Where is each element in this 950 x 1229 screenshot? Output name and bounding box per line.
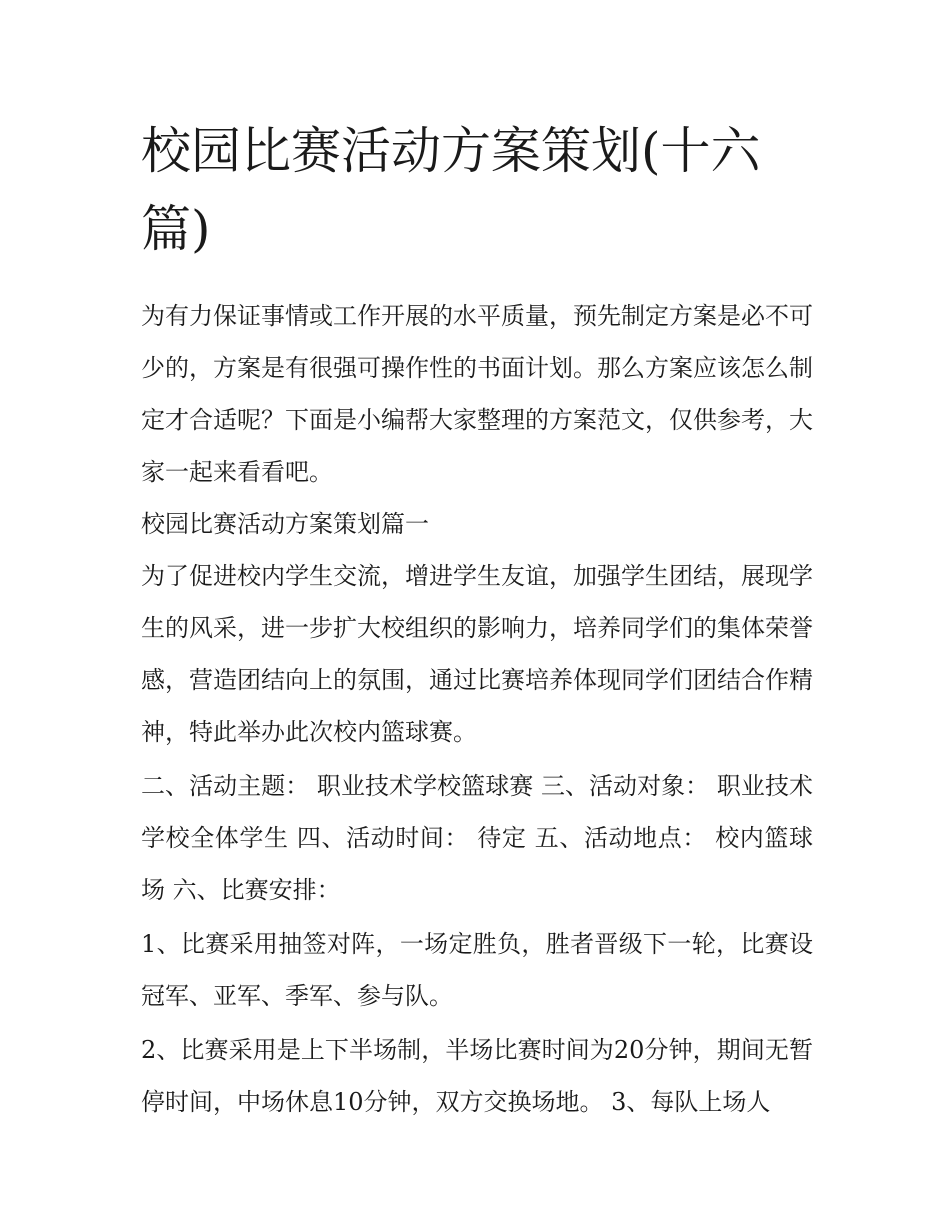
paragraph-rule-1: 1、比赛采用抽签对阵，一场定胜负，胜者晋级下一轮，比赛设冠军、亚军、季军、参与队。 bbox=[141, 930, 813, 1010]
document-title: 校园比赛活动方案策划(十六篇) bbox=[141, 122, 761, 258]
intro-paragraph: 为有力保证事情或工作开展的水平质量，预先制定方案是必不可少的，方案是有很强可操作性的书面计划。那么方案应该怎么制定才合适呢？下面是小编帮大家整理的方案范文，仅供参考，大家一起来看看吧。 bbox=[141, 302, 813, 486]
paragraph-purpose: 为了促进校内学生交流，增进学生友谊，加强学生团结，展现学生的风采，进一步扩大校组织的影响力，培养同学们的集体荣誉感，营造团结向上的氛围，通过比赛培养体现同学们团结合作精神，特此举办此次校内篮球赛。 bbox=[141, 562, 813, 746]
section-heading: 校园比赛活动方案策划篇一 bbox=[141, 510, 429, 538]
paragraph-event-details: 二、活动主题： 职业技术学校篮球赛 三、活动对象： 职业技术学校全体学生 四、活动时间： 待定 五、活动地点： 校内篮球场 六、比赛安排： bbox=[141, 772, 813, 904]
document-page bbox=[141, 112, 813, 1128]
paragraph-rule-2: 2、比赛采用是上下半场制，半场比赛时间为20分钟，期间无暂停时间，中场休息10分钟，双方交换场地。 3、每队上场人 bbox=[141, 1036, 813, 1116]
